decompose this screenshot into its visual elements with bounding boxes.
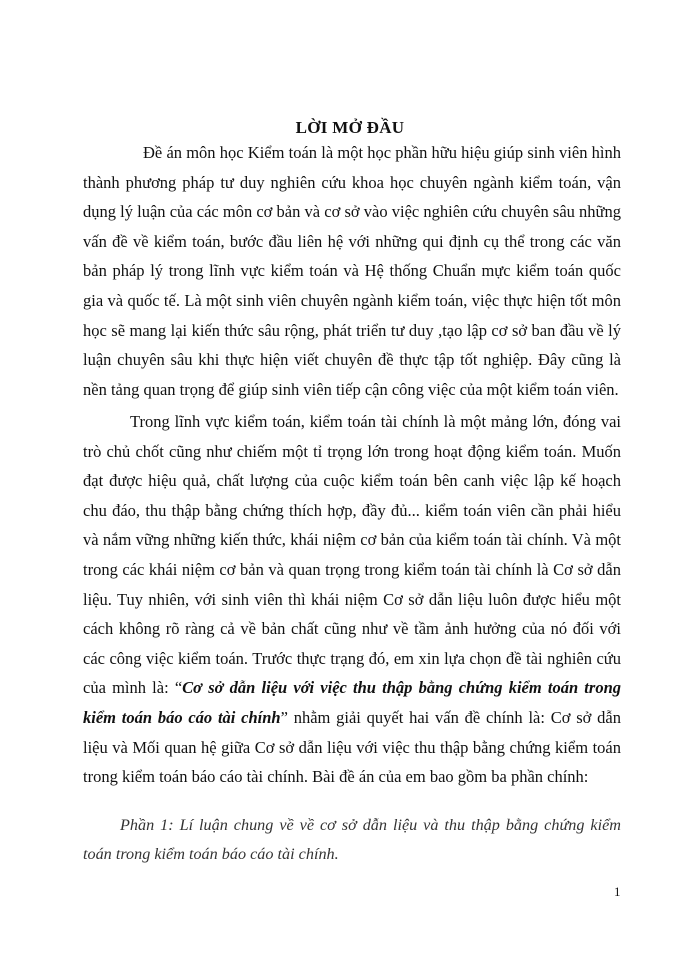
context-paragraph — [83, 407, 621, 792]
intro-paragraph: Đề án môn học Kiểm toán là một học phần hữu hiệu giúp sinh viên hình thành phương pháp tư duy nghiên cứu khoa học chuyên ngành kiểm toán, vận dụng lý luận của các môn cơ bản và cơ sở vào việc nghiên cứu chuyên sâu những vấn đề về kiểm toán, bước đầu liên hệ với những qui định cụ thể trong các văn bản pháp lý trong lĩnh vực kiểm toán và Hệ thống Chuẩn mực kiểm toán quốc gia và quốc tế. Là một sinh viên chuyên ngành kiểm toán, việc thực hiện tốt môn học sẽ mang lại kiến thức sâu rộng, phát triển tư duy ,tạo lập cơ sở ban đầu về lý luận chuyên sâu khi thực hiện viết chuyên đề thực tập tốt nghiệp. Đây cũng là nền tảng quan trọng để giúp sinh viên tiếp cận công việc của một kiểm toán viên. — [83, 143, 621, 399]
page-number: 1 — [614, 884, 621, 899]
part-1-paragraph: Phần 1: Lí luận chung về về cơ sở dẫn liệu và thu thập bằng chứng kiểm toán trong kiểm toán báo cáo tài chính. — [83, 816, 621, 863]
context-text-end: ” nhằm giải quyết hai vấn đề chính là: Cơ sở dẫn liệu và Mối quan hệ giữa Cơ sở dẫn liệu với việc thu thập bằng chứng kiểm toán trong kiểm toán báo cáo tài chính. Bài đề án của em bao gồm ba phần chính: — [83, 707, 621, 787]
page-title: LỜI MỞ ĐẦU — [295, 118, 405, 137]
research-topic: Cơ sở dẫn liệu với việc thu thập bằng chứng kiểm toán trong kiểm toán báo cáo tài chính — [83, 678, 621, 727]
context-text: Trong lĩnh vực kiểm toán, kiểm toán tài chính là một mảng lớn, đóng vai trò chủ chốt cũng như chiếm một tỉ trọng lớn trong hoạt động kiểm toán. Muốn đạt được hiệu quả, chất lượng của cuộc kiểm toán bên canh việc lập kế hoạch chu đáo, thu thập bằng chứng thích hợp, đầy đủ... kiểm toán viên cần phải hiểu và nắm vững những kiến thức, khái niệm cơ bản của kiểm toán tài chính. Và một trong các khái niệm cơ bản và quan trọng trong kiểm toán tài chính là Cơ sở dẫn liệu. Tuy nhiên, với sinh viên thì khái niệm Cơ sở dẫn liệu luôn được hiểu một cách không rõ ràng cả về bản chất cũng như về tầm ảnh hưởng của nó đối với các công việc kiểm toán. Trước thực trạng đó, em xin lựa chọn đề tài nghiên cứu của mình là: “ — [83, 412, 621, 698]
